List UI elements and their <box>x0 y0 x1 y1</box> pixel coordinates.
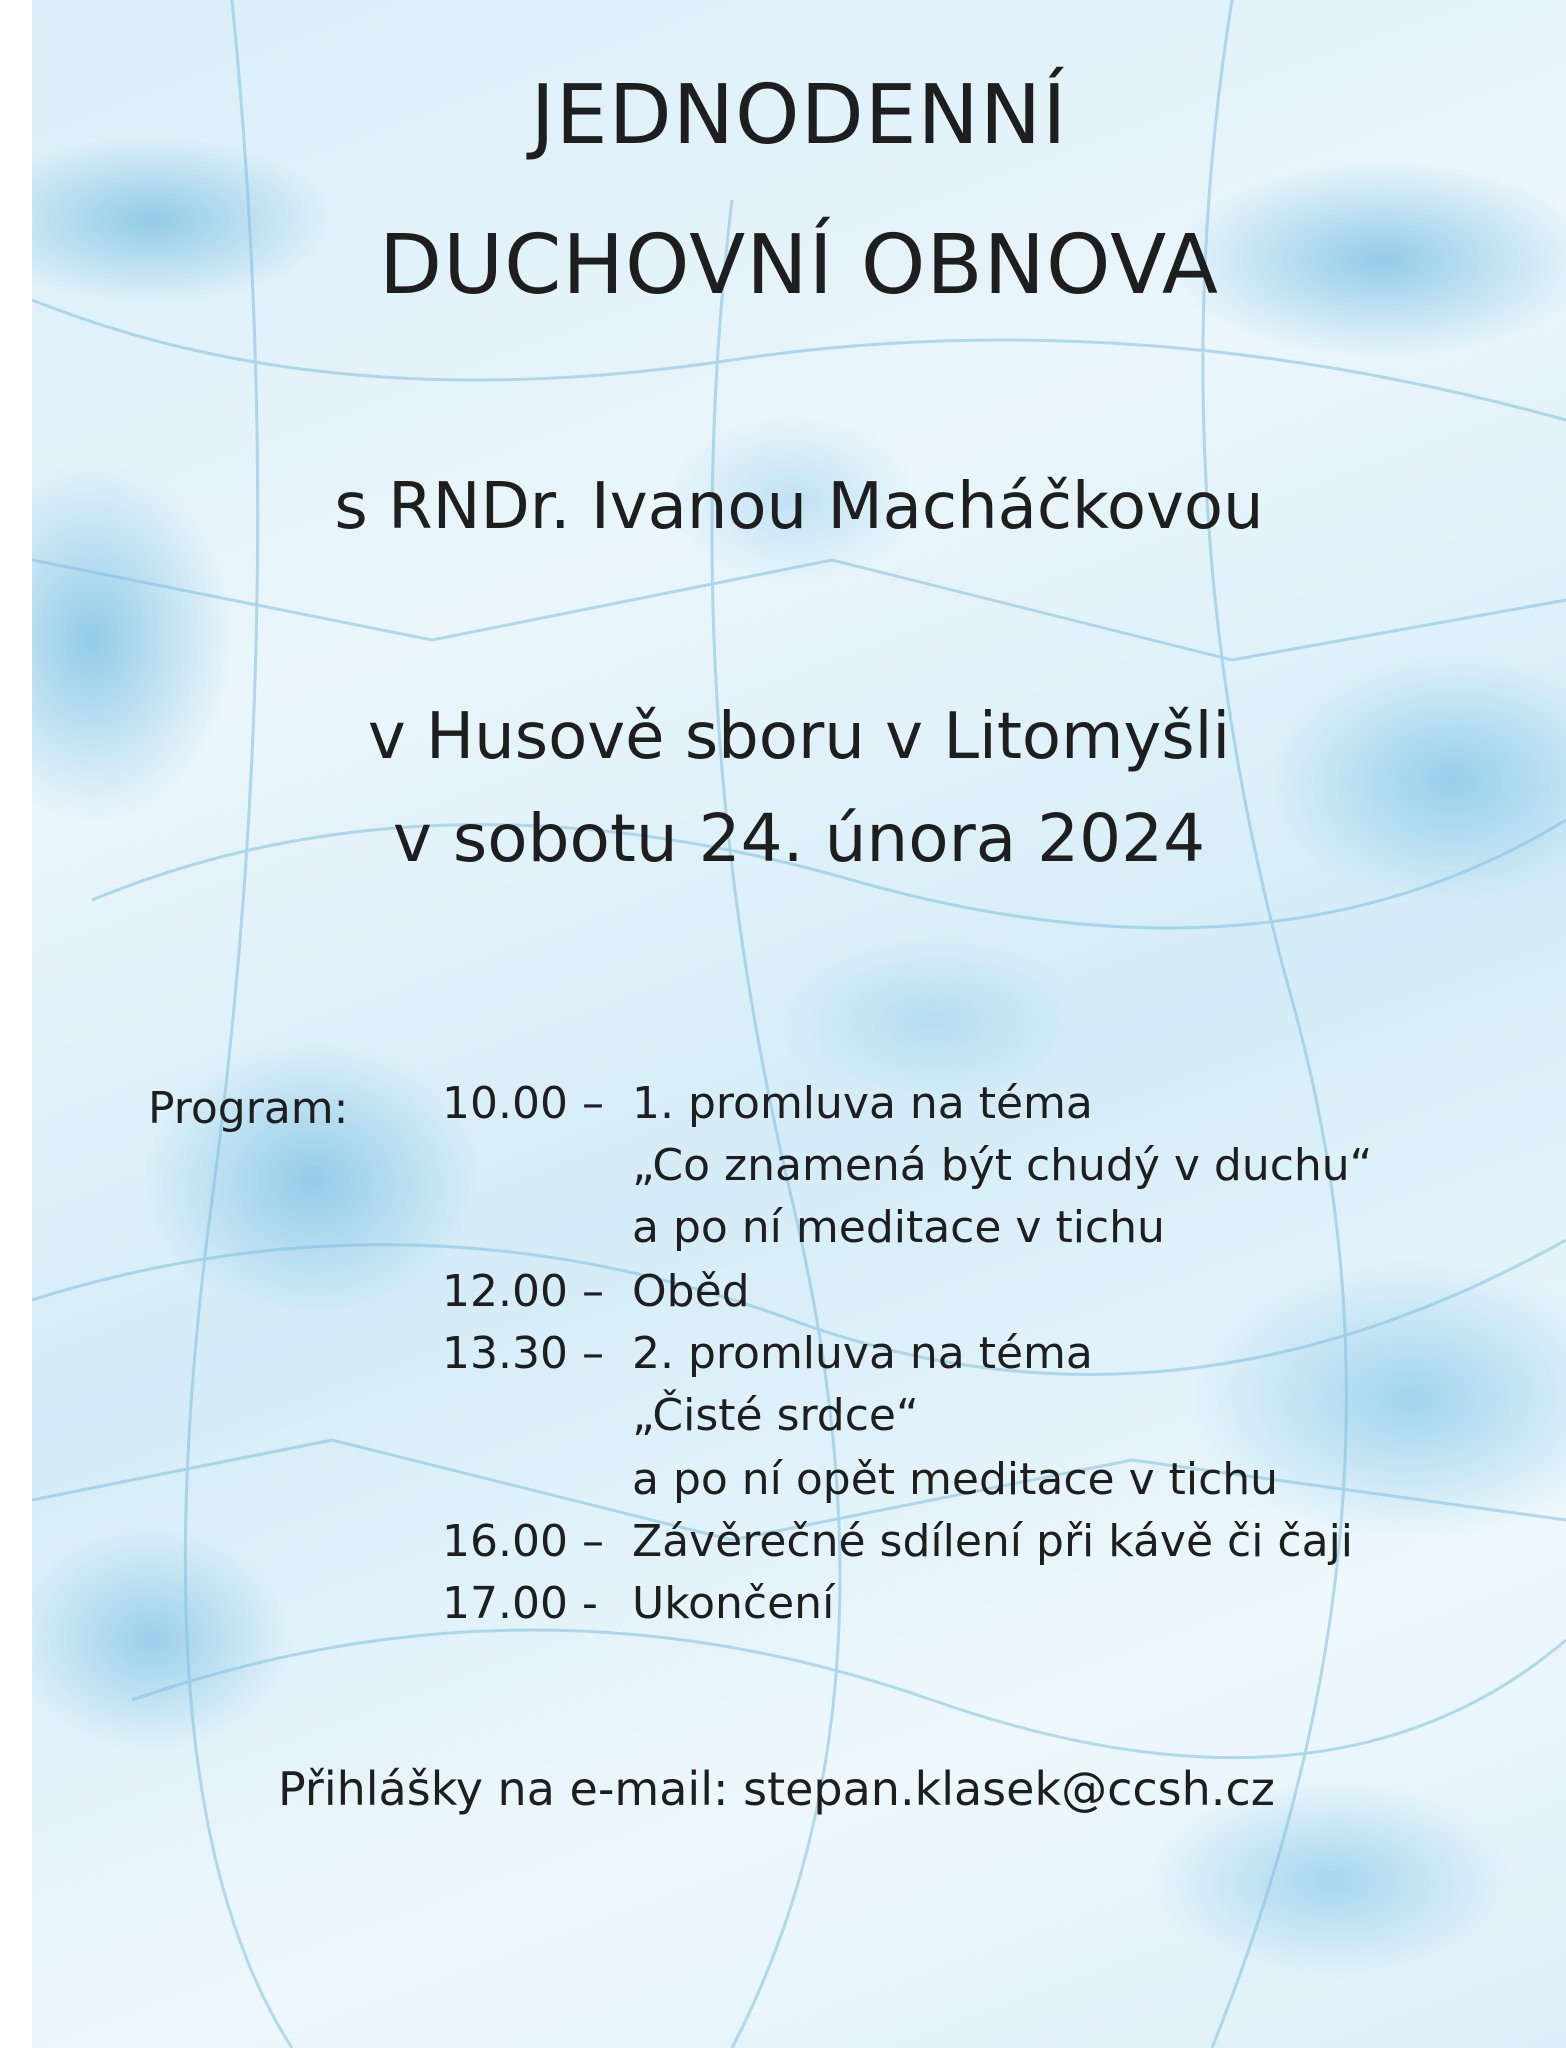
program-item <box>442 1328 1093 1379</box>
program-item <box>442 1516 1353 1567</box>
program-time: 10.00 – <box>442 1078 604 1129</box>
program-item-continuation: a po ní opět meditace v tichu <box>632 1454 1279 1505</box>
program-time: 16.00 – <box>442 1516 604 1567</box>
event-date: v sobotu 24. února 2024 <box>392 800 1206 877</box>
program-text: 1. promluva na téma <box>632 1078 1093 1129</box>
registration-email: Přihlášky na e-mail: stepan.klasek@ccsh.cz <box>278 1762 1275 1816</box>
program-text: 2. promluva na téma <box>632 1328 1093 1379</box>
program-item-continuation: a po ní meditace v tichu <box>632 1202 1165 1253</box>
program-time: 13.30 – <box>442 1328 604 1379</box>
program-time: 17.00 - <box>442 1578 598 1629</box>
event-place: v Husově sboru v Litomyšli <box>367 700 1231 774</box>
poster <box>32 0 1566 2048</box>
program-text: Ukončení <box>632 1578 835 1629</box>
program-time: 12.00 – <box>442 1266 604 1317</box>
program-item <box>442 1578 834 1629</box>
title-line-2: DUCHOVNÍ OBNOVA <box>378 218 1220 313</box>
program-label: Program: <box>148 1083 349 1134</box>
program-item-continuation: „Co znamená být chudý v duchu“ <box>632 1140 1373 1191</box>
speaker: s RNDr. Ivanou Macháčkovou <box>334 470 1264 544</box>
program-text: Oběd <box>632 1266 750 1317</box>
title-line-1: JEDNODENNÍ <box>530 68 1068 163</box>
program-item-continuation: „Čisté srdce“ <box>632 1390 919 1441</box>
program-text: Závěrečné sdílení při kávě či čaji <box>632 1516 1354 1567</box>
program-item <box>442 1078 1093 1129</box>
program-item <box>442 1266 750 1317</box>
